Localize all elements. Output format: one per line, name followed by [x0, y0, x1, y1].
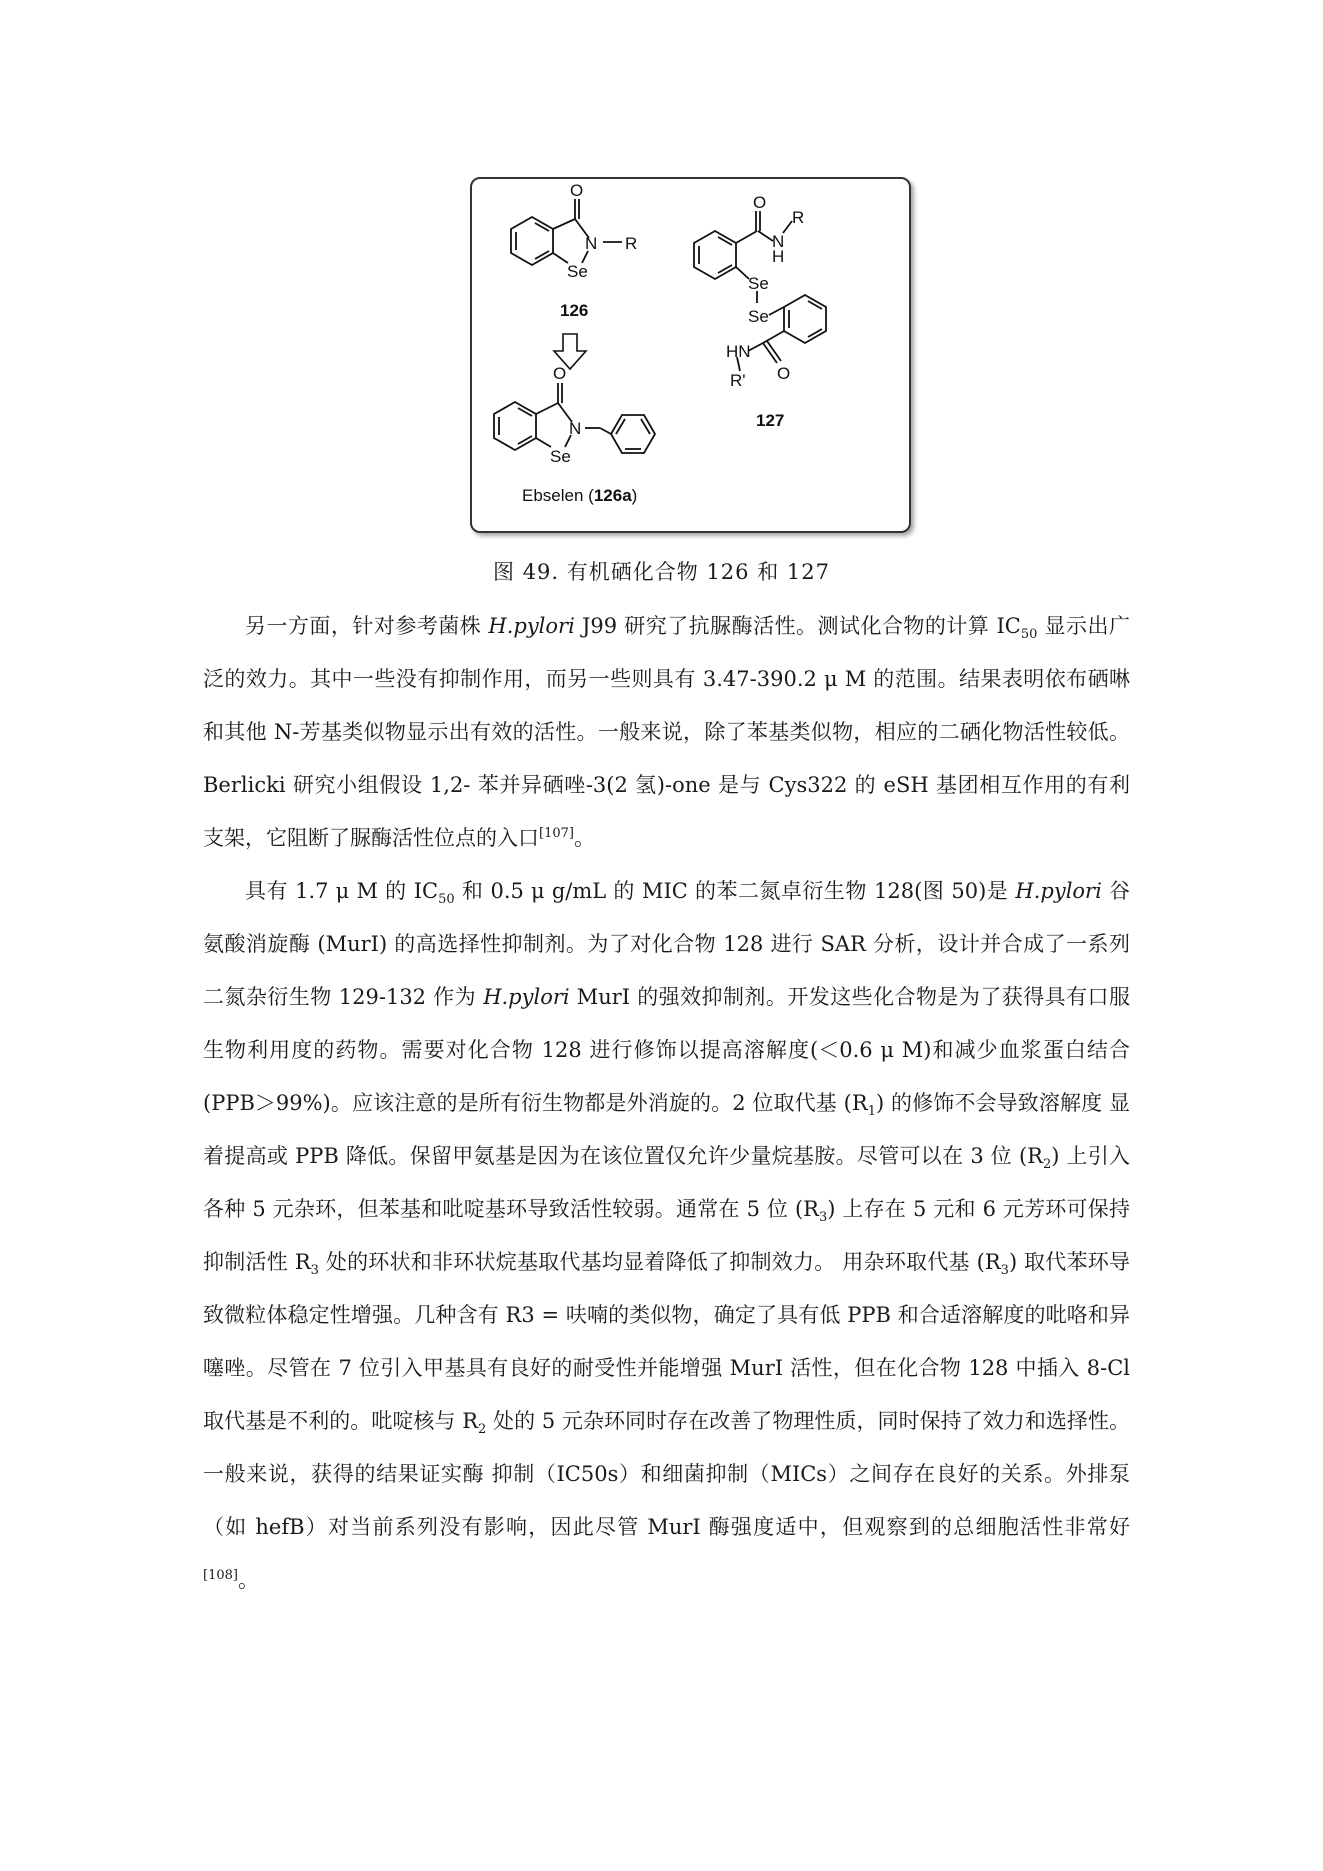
text-run: 和 0.5 μ g/mL 的 MIC 的苯二氮卓衍生物 128(图 50)是	[454, 879, 1016, 903]
text-run: 另一方面，针对参考菌株	[245, 614, 489, 638]
atom-selenium: Se	[550, 447, 571, 466]
atom-selenium: Se	[748, 274, 769, 293]
paragraph-2	[203, 865, 1130, 1607]
ebselen-structure	[494, 383, 655, 453]
text-run: ) 上存在 5 元和 6 元芳环可保持抑制活性 R	[203, 1197, 1130, 1274]
atom-oxygen: O	[553, 364, 567, 383]
text-run: 显示出广泛的效力。其中一些没有抑制作用，而另一些则具有 3.47-390.2 μ M 的范围。结果表明依布硒啉和其他 N-芳基类似物显示出有效的活性。一般来说，除了苯基类似物，相应的二硒化物活性较低。Berlicki 研究小组假设 1,2- 苯并异硒唑-3(2 氢)-one 是与 Cys322 的 eSH 基团相互作用的有利支架，它阻断了脲酶活性位点的入口	[203, 614, 1130, 850]
subscript: 3	[1000, 1263, 1009, 1279]
compound-126-structure	[511, 199, 622, 265]
paragraph-1	[203, 600, 1130, 865]
text-run: J99 研究了抗脲酶活性。测试化合物的计算 IC	[574, 614, 1021, 638]
text-run: 处的 5 元杂环同时存在改善了物理性质，同时保持了效力和选择性。一般来说，获得的结果证实酶 抑制（IC50s）和细菌抑制（MICs）之间存在良好的关系。外排泵（如 hefB）对当前系列没有影响，因此尽管 MurI 酶强度适中，但观察到的总细胞活性非常好	[203, 1409, 1130, 1539]
subscript: 3	[818, 1210, 828, 1226]
atom-hydrogen: H	[772, 247, 785, 266]
italic-term: H.pylori	[488, 614, 575, 638]
citation: [108]	[203, 1568, 238, 1583]
text-run: 处的环状和非环状烷基取代基均显着降低了抑制效力。 用杂环取代基 (R	[318, 1250, 1001, 1274]
text-run: MurI 的强效抑制剂。开发这些化合物是为了获得具有口服生物利用度的药物。需要对化合物 128 进行修饰以提高溶解度(＜0.6 μ M)和减少血浆蛋白结合(PPB＞99%)。应该注意的是所有衍生物都是外消旋的。2 位取代基 (R	[203, 985, 1130, 1115]
text-run: ) 上引入各种 5 元杂环，但苯基和吡啶基环导致活性较弱。通常在 5 位 (R	[203, 1144, 1130, 1221]
text-run: ) 取代苯环导致微粒体稳定性增强。几种含有 R3 = 呋喃的类似物，确定了具有低 PPB 和合适溶解度的吡咯和异噻唑。尽管在 7 位引入甲基具有良好的耐受性并能增强 MurI 活性，但在化合物 128 中插入 8-Cl 取代基是不利的。吡啶核与 R	[203, 1250, 1130, 1433]
subscript: 3	[310, 1263, 319, 1279]
subscript: 50	[1020, 627, 1038, 643]
atom-nitrogen: N	[569, 419, 582, 438]
text-run: 。	[573, 826, 595, 850]
compound-126-label: 126	[560, 301, 589, 320]
italic-term: H.pylori	[483, 985, 570, 1009]
chemical-structures	[472, 179, 909, 531]
text-run: 谷氨酸消旋酶 (MurI) 的高选择性抑制剂。为了对化合物 128 进行 SAR 分析，设计并合成了一系列二氮杂衍生物 129-132 作为	[203, 879, 1130, 1009]
atom-selenium: Se	[567, 262, 588, 281]
atom-r: R	[792, 208, 805, 227]
atom-r-prime: R'	[730, 371, 746, 390]
citation: [107]	[539, 826, 574, 841]
atom-oxygen: O	[753, 193, 767, 212]
subscript: 2	[478, 1422, 487, 1438]
atom-oxygen: O	[570, 181, 584, 200]
atom-nitrogen: N	[585, 234, 598, 253]
atom-selenium: Se	[748, 307, 769, 326]
compound-127-label: 127	[756, 411, 785, 430]
atom-r: R	[625, 234, 638, 253]
text-run: 。	[237, 1568, 259, 1592]
figure-49	[470, 177, 911, 533]
subscript: 2	[1042, 1157, 1052, 1173]
atom-oxygen: O	[777, 364, 791, 383]
italic-term: H.pylori	[1015, 879, 1102, 903]
atom-nitrogen: N	[772, 232, 785, 251]
atom-hn: HN	[726, 342, 751, 361]
figure-caption: 图 49. 有机硒化合物 126 和 127	[493, 560, 830, 584]
subscript: 1	[867, 1104, 876, 1120]
ebselen-label: Ebselen (126a)	[522, 486, 638, 505]
subscript: 50	[438, 892, 455, 908]
text-run: 具有 1.7 μ M 的 IC	[245, 879, 439, 903]
body-text	[203, 600, 1130, 1607]
text-run: ) 的修饰不会导致溶解度 显着提高或 PPB 降低。保留甲氨基是因为在该位置仅允许少量烷基胺。尽管可以在 3 位 (R	[203, 1091, 1130, 1168]
bond-n-phenyl	[600, 428, 611, 434]
